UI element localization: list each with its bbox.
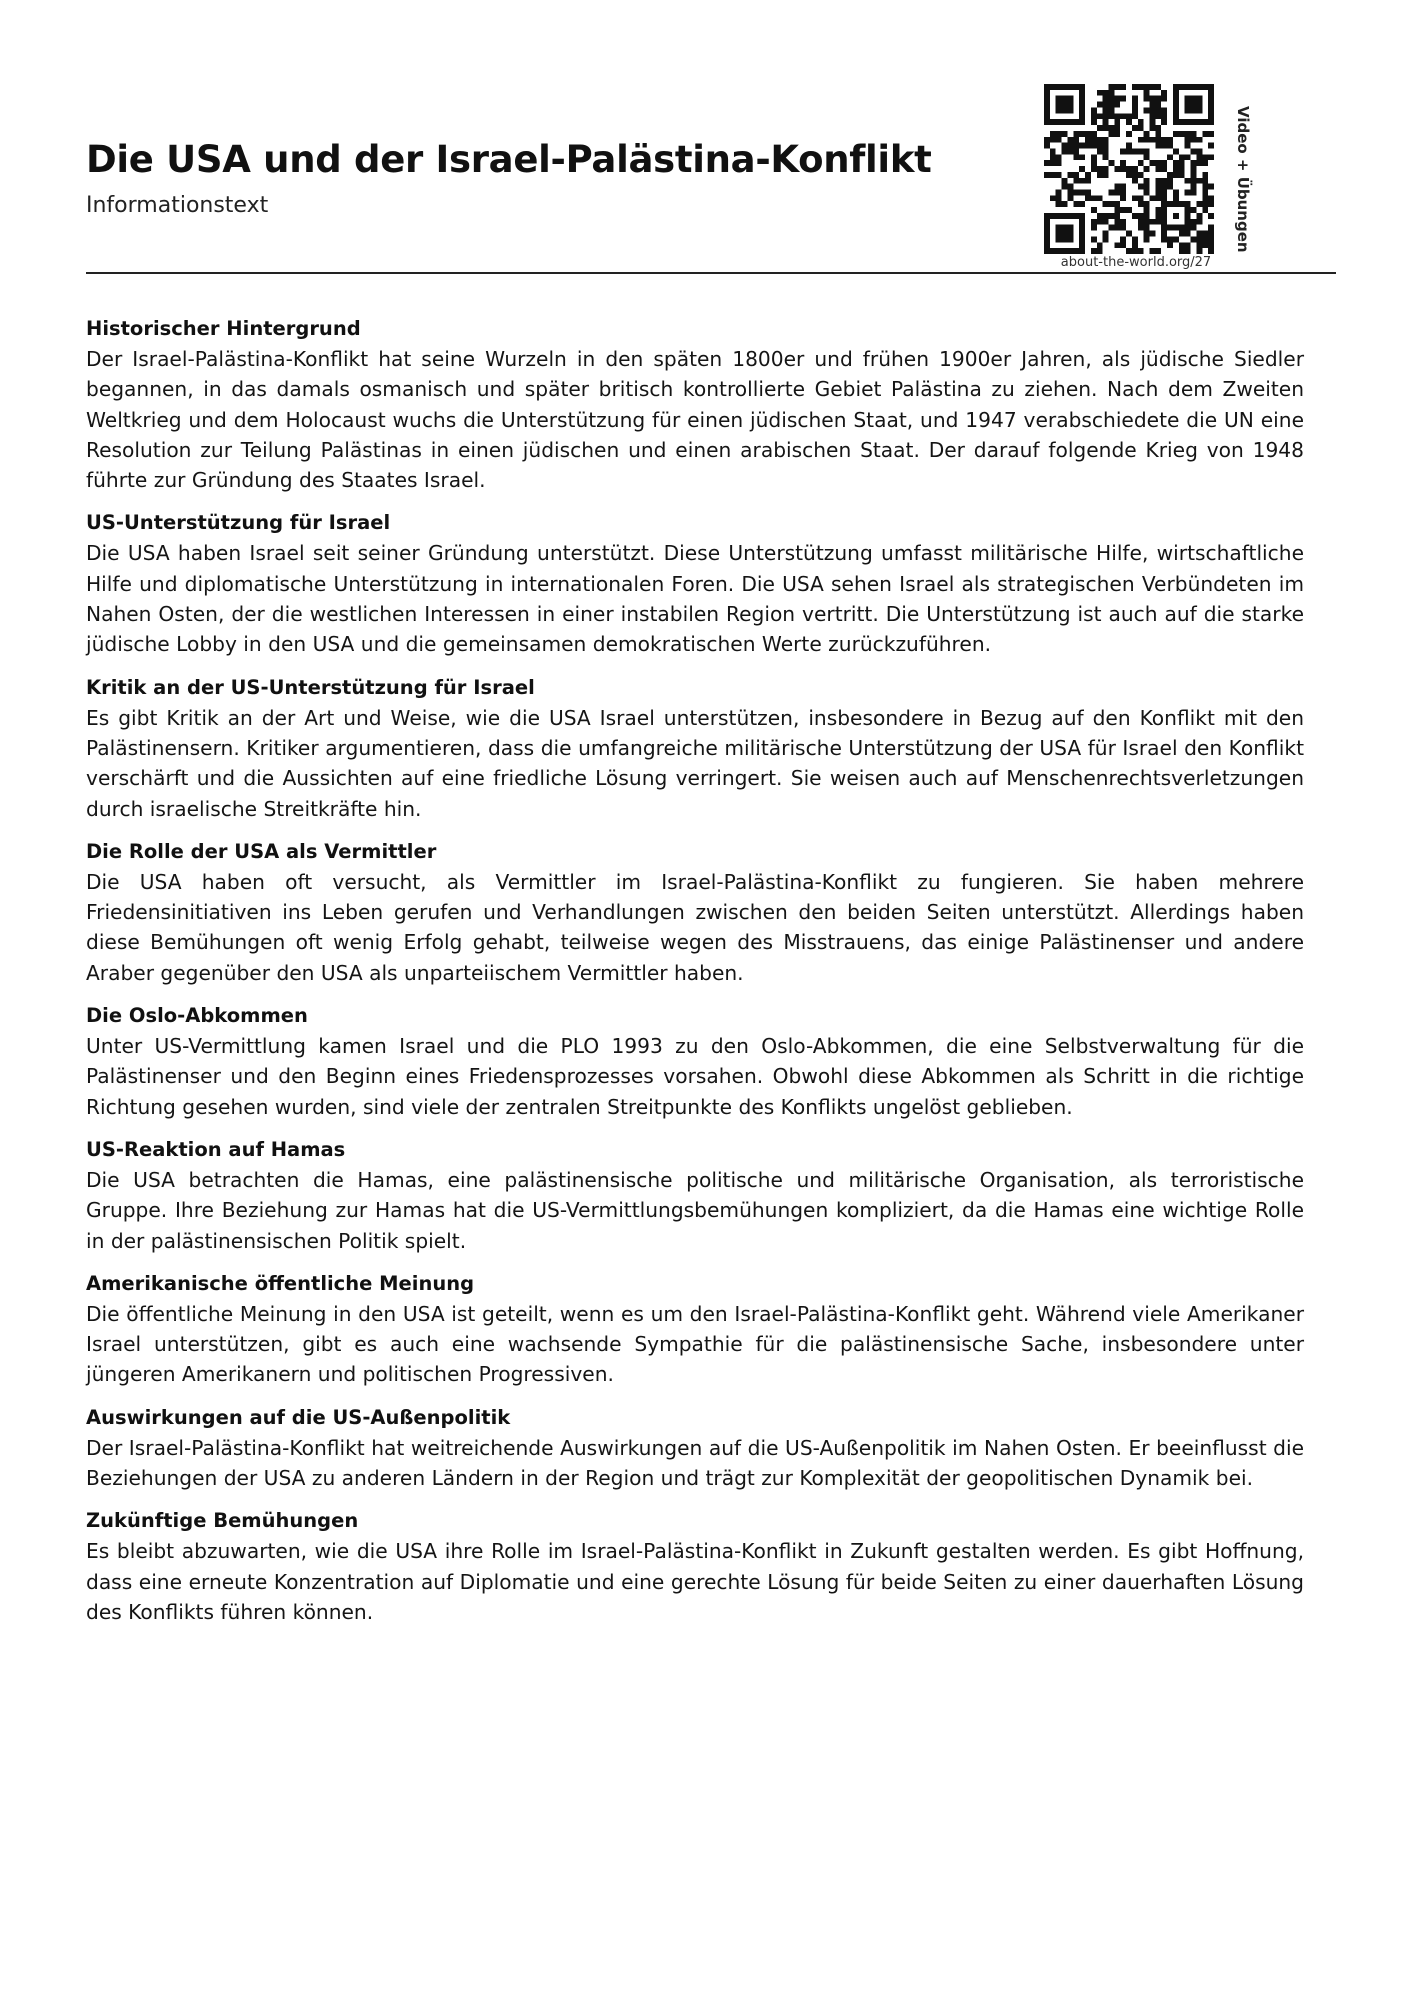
- section-text: Der Israel-Palästina-Konflikt hat seine Wurzeln in den späten 1800er und frühen 1900er Jahren, als jüdische Siedler begannen, in das damals osmanisch und später britisch kontrollierte Gebiet Palästina zu ziehen. Nach dem Zweiten Weltkrieg und dem Holocaust wuchs die Unterstützung für einen jüdischen Staat, und 1947 verabschiedete die UN eine Resolution zur Teilung Palästinas in einen jüdischen und einen arabischen Staat. Der darauf folgende Krieg von 1948 führte zur Gründung des Staates Israel.: [86, 347, 1304, 493]
- section-heading: Kritik an der US-Unterstützung für Israel: [86, 675, 535, 699]
- section-heading: US-Reaktion auf Hamas: [86, 1137, 346, 1161]
- section-text: Es bleibt abzuwarten, wie die USA ihre Rolle im Israel-Palästina-Konflikt in Zukunft gestalten werden. Es gibt Hoffnung, dass eine erneute Konzentration auf Diplomatie und eine gerechte Lösung für beide Seiten zu einer dauerhaften Lösung des Konflikts führen können.: [86, 1539, 1304, 1624]
- section-heading: Die Oslo-Abkommen: [86, 1004, 308, 1028]
- section-text: Unter US-Vermittlung kamen Israel und die PLO 1993 zu den Oslo-Abkommen, die eine Selbstverwaltung für die Palästinenser und den Beginn eines Friedensprozesses vorsahen. Obwohl diese Abkommen als Schritt in die richtige Richtung gesehen wurden, sind viele der zentralen Streitpunkte des Konflikts ungelöst geblieben.: [86, 1034, 1304, 1119]
- section-heading: US-Unterstützung für Israel: [86, 511, 391, 535]
- section-heading: Amerikanische öffentliche Meinung: [86, 1271, 475, 1295]
- section-text: Die öffentliche Meinung in den USA ist geteilt, wenn es um den Israel-Palästina-Konflikt geht. Während viele Amerikaner Israel unterstützen, gibt es auch eine wachsende Sympathie für die palästinensische Sache, insbesondere unter jüngeren Amerikanern und politischen Progressiven.: [86, 1301, 1304, 1387]
- qr-side-label: Video + Übungen: [1234, 106, 1252, 253]
- article-body: [86, 314, 1304, 1640]
- section-text: Die USA haben oft versucht, als Vermittler im Israel-Palästina-Konflikt zu fungieren. Sie haben mehrere Friedensinitiativen ins Leben gerufen und Verhandlungen zwischen den beiden Seiten unterstützt. Allerdings haben diese Bemühungen oft wenig Erfolg gehabt, teilweise wegen des Misstrauens, das einige Palästinenser und andere Araber gegenüber den USA als unparteiischem Vermittler haben.: [86, 869, 1304, 985]
- header-divider: [86, 272, 1336, 274]
- qr-code-block[interactable]: [1036, 84, 1236, 270]
- section-text: Die USA betrachten die Hamas, eine palästinensische politische und militärische Organisation, als terroristische Gruppe. Ihre Beziehung zur Hamas hat die US-Vermittlungsbemühungen kompliziert, da die Hamas eine wichtige Rolle in der palästinensischen Politik spielt.: [86, 1167, 1304, 1253]
- section-text: Der Israel-Palästina-Konflikt hat weitreichende Auswirkungen auf die US-Außenpolitik im Nahen Osten. Er beeinflusst die Beziehungen der USA zu anderen Ländern in der Region und trägt zur Komplexität der geopolitischen Dynamik bei.: [86, 1435, 1304, 1491]
- section-heading: Zukünftige Bemühungen: [86, 1509, 359, 1533]
- section-future-efforts: [86, 1506, 1304, 1627]
- qr-url-label: about-the-world.org/27: [1060, 255, 1212, 270]
- section-oslo-accords: [86, 1001, 1304, 1122]
- section-text: Es gibt Kritik an der Art und Weise, wie die USA Israel unterstützen, insbesondere in Bezug auf den Konflikt mit den Palästinensern. Kritiker argumentieren, dass die umfangreiche militärische Unterstützung der USA für Israel den Konflikt verschärft und die Aussichten auf eine friedliche Lösung verringert. Sie weisen auch auf Menschenrechtsverletzungen durch israelische Streitkräfte hin.: [86, 705, 1304, 821]
- section-text: Die USA haben Israel seit seiner Gründung unterstützt. Diese Unterstützung umfasst militärische Hilfe, wirtschaftliche Hilfe und diplomatische Unterstützung in internationalen Foren. Die USA sehen Israel als strategischen Verbündeten im Nahen Osten, der die westlichen Interessen in einer instabilen Region vertritt. Die Unterstützung ist auch auf die starke jüdische Lobby in den USA und die gemeinsamen demokratischen Werte zurückzuführen.: [86, 541, 1304, 657]
- qr-code-icon[interactable]: [1044, 84, 1214, 254]
- section-criticism: [86, 673, 1304, 824]
- section-historical-background: [86, 314, 1304, 495]
- section-heading: Die Rolle der USA als Vermittler: [86, 839, 437, 863]
- page-title: Die USA und der Israel-Palästina-Konflikt: [86, 138, 932, 181]
- section-foreign-policy: [86, 1403, 1304, 1494]
- section-heading: Historischer Hintergrund: [86, 317, 361, 340]
- section-hamas-reaction: [86, 1135, 1304, 1256]
- section-us-support: [86, 508, 1304, 659]
- section-public-opinion: [86, 1269, 1304, 1390]
- section-mediator-role: [86, 837, 1304, 988]
- page-subtitle: Informationstext: [86, 193, 269, 218]
- section-heading: Auswirkungen auf die US-Außenpolitik: [86, 1405, 511, 1429]
